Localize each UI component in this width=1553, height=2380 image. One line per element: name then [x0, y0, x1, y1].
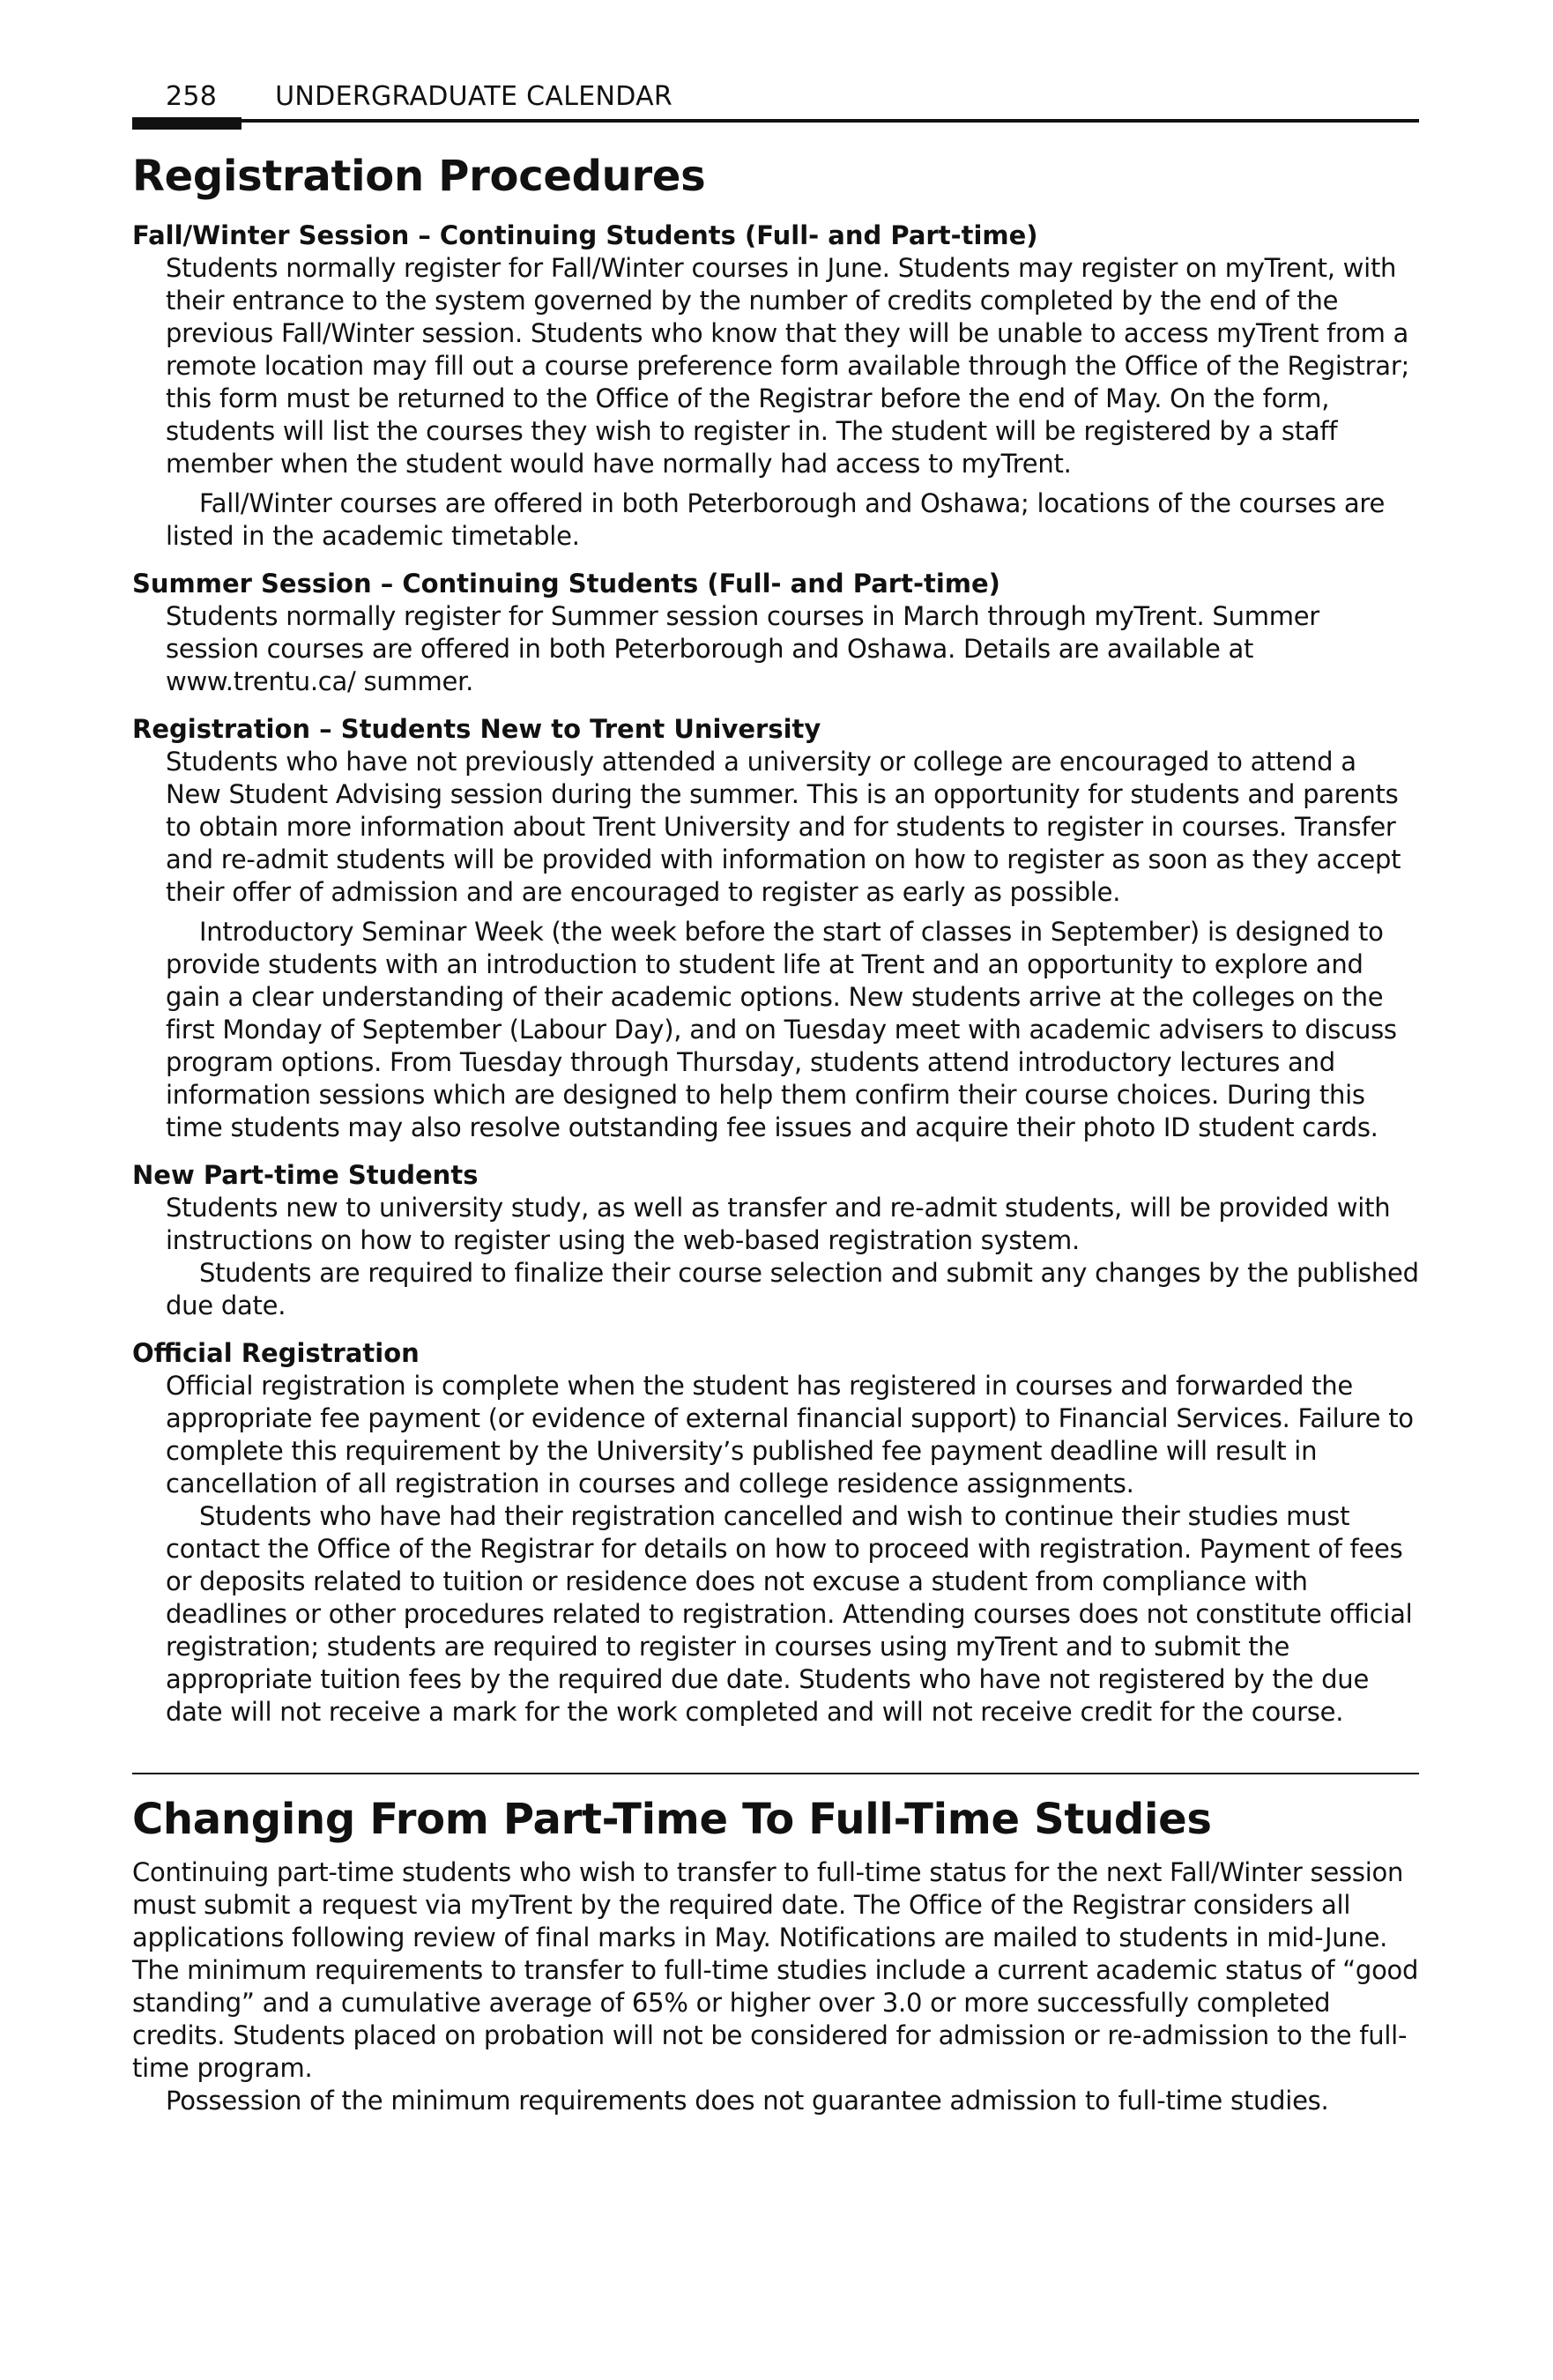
paragraph: Students normally register for Summer session courses in March through myTrent. Summer session courses are offered in both Peterborough and Oshawa. Details are available at www.trentu.ca/ summer.: [166, 601, 1319, 697]
section-divider: [132, 1773, 1419, 1774]
paragraph: Fall/Winter courses are offered in both Peterborough and Oshawa; locations of the courses are listed in the academic timetable.: [166, 488, 1386, 552]
subheading-official: Official Registration: [132, 1338, 420, 1369]
official-body: [132, 1370, 1419, 1729]
subheading-fall-winter: Fall/Winter Session – Continuing Students (Full- and Part-time): [132, 220, 1038, 251]
header-rule: [132, 119, 1419, 123]
changing-body: [132, 1856, 1419, 2117]
summer-body: [132, 600, 1419, 698]
section-title-changing: Changing From Part-Time To Full-Time Studies: [132, 1795, 1212, 1845]
paragraph: Possession of the minimum requirements does not guarantee admission to full-time studies.: [166, 2086, 1329, 2116]
new-students-body: [132, 746, 1419, 1144]
paragraph: Students normally register for Fall/Winter courses in June. Students may register on myTrent, with their entrance to the system governed by the number of credits completed by the end of the previous Fall/Winter session. Students who know that they will be unable to access myTrent from a remote location may fill out a course preference form available through the Office of the Registrar; this form must be returned to the Office of the Registrar before the end of May. On the form, students will list the courses they wish to register in. The student will be registered by a staff member when the student would have normally had access to myTrent.: [166, 253, 1410, 480]
paragraph: Official registration is complete when the student has registered in courses and forwarded the appropriate fee payment (or evidence of external financial support) to Financial Services. Failure to complete this requirement by the University’s published fee payment deadline will result in cancellation of all registration in courses and college residence assignments.: [166, 1371, 1414, 1499]
running-title: UNDERGRADUATE CALENDAR: [275, 81, 673, 112]
paragraph: Students new to university study, as well as transfer and re-admit students, will be provided with instructions on how to register using the web-based registration system.: [166, 1193, 1391, 1256]
section-title-registration: Registration Procedures: [132, 152, 706, 201]
page-number: 258: [166, 81, 218, 112]
paragraph: Students are required to finalize their course selection and submit any changes by the published due date.: [166, 1258, 1419, 1321]
part-time-body: [132, 1192, 1419, 1322]
subheading-new-students: Registration – Students New to Trent University: [132, 714, 821, 745]
subheading-part-time: New Part-time Students: [132, 1160, 479, 1191]
header-rule-tab: [132, 117, 241, 130]
paragraph: Students who have not previously attended a university or college are encouraged to attend a New Student Advising session during the summer. This is an opportunity for students and parents to obtain more information about Trent University and for students to register in courses. Transfer and re-admit students will be provided with information on how to register as soon as they accept their offer of admission and are encouraged to register as early as possible.: [166, 747, 1401, 908]
fall-winter-body: [132, 252, 1419, 553]
running-header: [132, 81, 1419, 112]
paragraph: Introductory Seminar Week (the week before the start of classes in September) is designed to provide students with an introduction to student life at Trent and an opportunity to explore and gain a clear understanding of their academic options. New students arrive at the colleges on the first Monday of September (Labour Day), and on Tuesday meet with academic advisers to discuss program options. From Tuesday through Thursday, students attend introductory lectures and information sessions which are designed to help them confirm their course choices. During this time students may also resolve outstanding fee issues and acquire their photo ID student cards.: [166, 917, 1397, 1143]
paragraph: Students who have had their registration cancelled and wish to continue their studies must contact the Office of the Registrar for details on how to proceed with registration. Payment of fees or deposits related to tuition or residence does not excuse a student from compliance with deadlines or other procedures related to registration. Attending courses does not constitute official registration; students are required to register in courses using myTrent and to submit the appropriate tuition fees by the required due date. Students who have not registered by the due date will not receive a mark for the work completed and will not receive credit for the course.: [166, 1501, 1413, 1728]
calendar-page: [132, 81, 1419, 2117]
paragraph: Continuing part-time students who wish to transfer to full-time status for the next Fall/Winter session must submit a request via myTrent by the required date. The Office of the Registrar considers all applications following review of final marks in May. Notifications are mailed to students in mid-June. The minimum requirements to transfer to full-time studies include a current academic status of “good standing” and a cumulative average of 65% or higher over 3.0 or more successfully completed credits. Students placed on probation will not be considered for admission or re-admission to the full-time program.: [132, 1857, 1419, 2084]
subheading-summer: Summer Session – Continuing Students (Full- and Part-time): [132, 569, 1000, 599]
